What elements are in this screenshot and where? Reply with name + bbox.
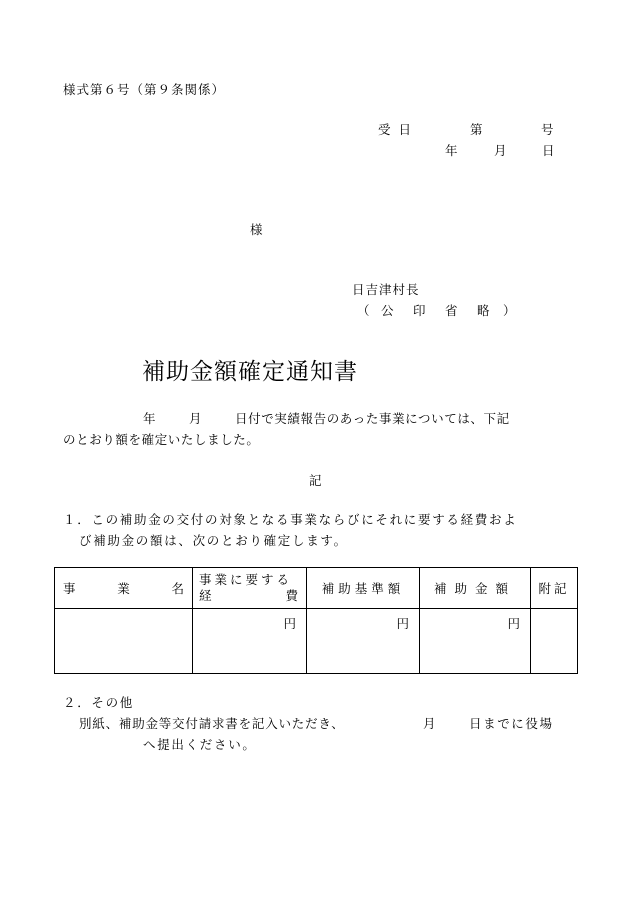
header-project-name-char-1: 事 bbox=[63, 581, 76, 596]
header-project-name bbox=[55, 568, 193, 609]
item2-line2: へ提出ください。 bbox=[143, 737, 257, 752]
receipt-go-label: 号 bbox=[541, 122, 554, 137]
receipt-dai-label: 第 bbox=[470, 122, 483, 137]
issuer-title: 日吉津村長 bbox=[352, 282, 420, 297]
date-year: 年 bbox=[445, 143, 458, 158]
item2-heading: ２．その他 bbox=[63, 695, 135, 710]
cell-project-expense[interactable] bbox=[193, 609, 307, 674]
seal-open-paren: （ bbox=[357, 303, 370, 318]
table-row bbox=[55, 609, 578, 674]
date-day: 日 bbox=[542, 143, 555, 158]
cell-notes[interactable] bbox=[531, 609, 578, 674]
header-expense-line1: 事業に要する bbox=[199, 572, 293, 587]
cell-base-amount[interactable] bbox=[307, 609, 420, 674]
seal-char-4: 略 bbox=[477, 303, 490, 318]
subsidy-table bbox=[54, 567, 578, 674]
header-notes: 附記 bbox=[531, 568, 578, 609]
cell-project-name[interactable] bbox=[55, 609, 193, 674]
header-expense-char-1: 経 bbox=[199, 588, 212, 603]
addressee-suffix: 様 bbox=[250, 222, 263, 237]
item2-line1-a: 別紙、補助金等交付請求書を記入いただき、 bbox=[79, 716, 345, 731]
seal-close-paren: ） bbox=[503, 303, 516, 318]
item2-month: 月 bbox=[423, 716, 436, 731]
seal-char-1: 公 bbox=[381, 303, 394, 318]
date-month: 月 bbox=[494, 143, 507, 158]
item1-line2: び補助金の額は、次のとおり確定します。 bbox=[79, 533, 348, 548]
yen-unit: 円 bbox=[507, 616, 520, 631]
body-month: 月 bbox=[189, 411, 202, 426]
header-project-name-char-2: 業 bbox=[117, 581, 130, 596]
yen-unit: 円 bbox=[396, 616, 409, 631]
ki-heading: 記 bbox=[309, 473, 322, 488]
cell-subsidy-amount[interactable] bbox=[420, 609, 531, 674]
header-subsidy-amount: 補助金額 bbox=[420, 568, 531, 609]
body-year: 年 bbox=[143, 411, 156, 426]
header-expense-char-2: 費 bbox=[285, 588, 298, 603]
header-project-name-char-3: 名 bbox=[171, 581, 184, 596]
body-line1-rest: 日付で実績報告のあった事業については、下記 bbox=[235, 411, 510, 426]
header-base-amount: 補助基準額 bbox=[307, 568, 420, 609]
receipt-label: 受日 bbox=[378, 122, 420, 137]
document-title: 補助金額確定通知書 bbox=[142, 359, 358, 385]
item1-line1: １．この補助金の交付の対象となる事業ならびにそれに要する経費およ bbox=[63, 512, 518, 527]
seal-char-2: 印 bbox=[413, 303, 426, 318]
table-header-row bbox=[55, 568, 578, 609]
form-number-label: 様式第６号（第９条関係） bbox=[63, 82, 226, 97]
body-line2: のとおり額を確定いたしました。 bbox=[63, 432, 260, 447]
header-project-expense bbox=[193, 568, 307, 609]
item2-line1-b: 日までに役場 bbox=[469, 716, 554, 731]
yen-unit: 円 bbox=[283, 616, 296, 631]
seal-char-3: 省 bbox=[445, 303, 458, 318]
